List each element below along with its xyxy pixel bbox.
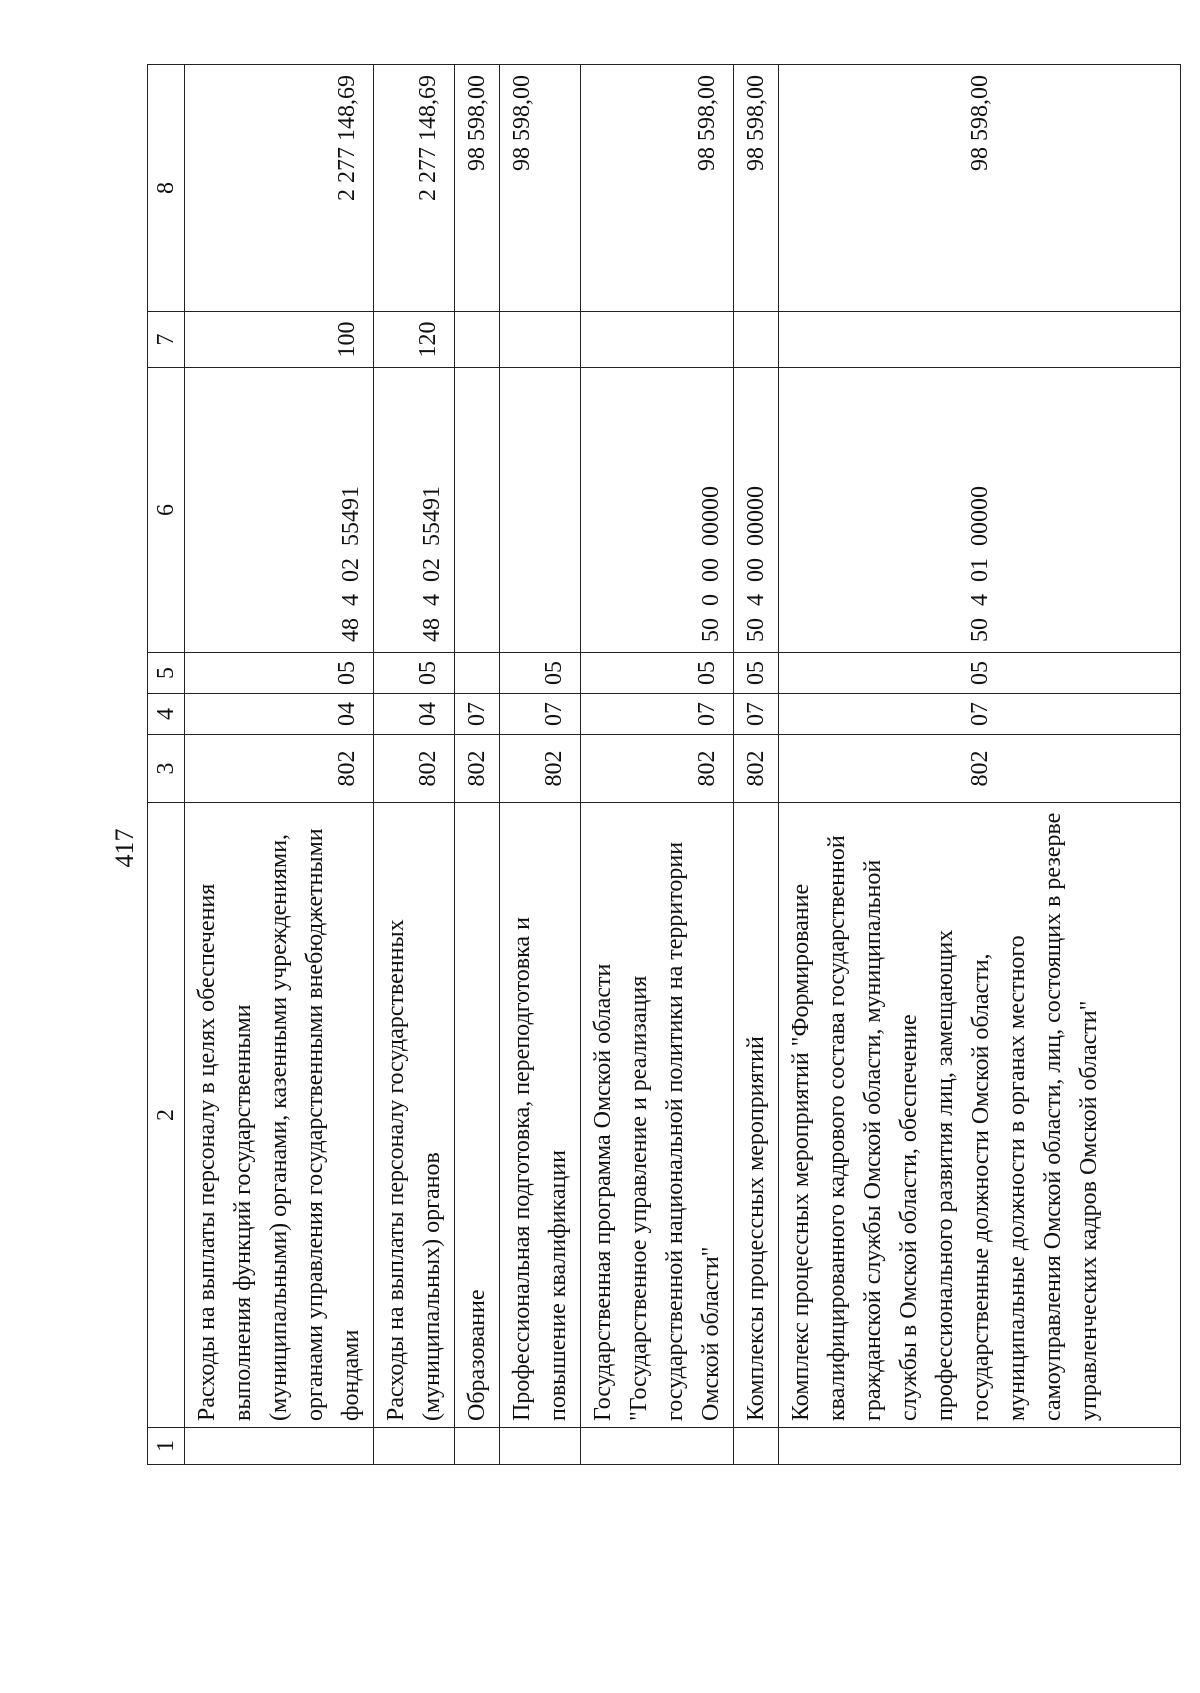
description-cell: Образование bbox=[455, 803, 500, 1428]
amount-cell: 98 598,00 bbox=[581, 65, 734, 312]
section-cell: 07 bbox=[500, 694, 581, 735]
row-number-cell bbox=[455, 1428, 500, 1465]
target-article-cell: 48 4 02 55491 bbox=[374, 368, 455, 653]
code-cell: 802 bbox=[374, 735, 455, 803]
section-cell: 04 bbox=[185, 694, 374, 735]
subsection-cell: 05 bbox=[779, 653, 1181, 694]
expense-type-cell: 100 bbox=[185, 312, 374, 368]
table-row bbox=[455, 65, 500, 1465]
target-article-cell: 50 4 00 00000 bbox=[734, 368, 779, 653]
row-number-cell bbox=[734, 1428, 779, 1465]
table-row bbox=[581, 65, 734, 1465]
table-row bbox=[779, 65, 1181, 1465]
subsection-cell: 05 bbox=[185, 653, 374, 694]
header-row bbox=[148, 65, 185, 1465]
expense-type-cell bbox=[500, 312, 581, 368]
section-cell: 07 bbox=[734, 694, 779, 735]
subsection-cell: 05 bbox=[581, 653, 734, 694]
subsection-cell: 05 bbox=[374, 653, 455, 694]
code-cell: 802 bbox=[779, 735, 1181, 803]
amount-cell: 98 598,00 bbox=[500, 65, 581, 312]
header-cell: 6 bbox=[148, 368, 185, 653]
header-cell: 1 bbox=[148, 1428, 185, 1465]
subsection-cell bbox=[455, 653, 500, 694]
amount-cell: 2 277 148,69 bbox=[185, 65, 374, 312]
row-number-cell bbox=[374, 1428, 455, 1465]
target-article-cell: 50 4 01 00000 bbox=[779, 368, 1181, 653]
header-cell: 7 bbox=[148, 312, 185, 368]
code-cell: 802 bbox=[500, 735, 581, 803]
budget-table bbox=[147, 64, 1181, 1465]
code-cell: 802 bbox=[455, 735, 500, 803]
row-number-cell bbox=[779, 1428, 1181, 1465]
table-row bbox=[734, 65, 779, 1465]
header-cell: 2 bbox=[148, 803, 185, 1428]
header-cell: 3 bbox=[148, 735, 185, 803]
table-row bbox=[374, 65, 455, 1465]
description-cell: Профессиональная подготовка, переподготовка и повышение квалификации bbox=[500, 803, 581, 1428]
code-cell: 802 bbox=[581, 735, 734, 803]
description-cell: Комплекс процессных мероприятий "Формирование квалифицированного кадрового состава государственной гражданской службы Омской области, муниципальной службы в Омской области, обеспечение профессионального развития лиц, замещающих государственные должности Омской области, муниципальные должности в органах местного самоуправления Омской области, лиц, состоящих в резерве управленческих кадров Омской области" bbox=[779, 803, 1181, 1428]
table-row bbox=[500, 65, 581, 1465]
description-cell: Расходы на выплаты персоналу в целях обеспечения выполнения функций государственными (муниципальными) органами, казенными учреждениями, органами управления государственными внебюджетными фондами bbox=[185, 803, 374, 1428]
subsection-cell: 05 bbox=[500, 653, 581, 694]
target-article-cell: 48 4 02 55491 bbox=[185, 368, 374, 653]
target-article-cell bbox=[455, 368, 500, 653]
expense-type-cell bbox=[734, 312, 779, 368]
description-cell: Государственная программа Омской области "Государственное управление и реализация государственной национальной политики на территории Омской области" bbox=[581, 803, 734, 1428]
row-number-cell bbox=[185, 1428, 374, 1465]
description-cell: Расходы на выплаты персоналу государственных (муниципальных) органов bbox=[374, 803, 455, 1428]
target-article-cell bbox=[500, 368, 581, 653]
expense-type-cell bbox=[779, 312, 1181, 368]
rotated-table-wrapper bbox=[147, 65, 1102, 1465]
amount-cell: 98 598,00 bbox=[779, 65, 1181, 312]
expense-type-cell bbox=[455, 312, 500, 368]
table-row bbox=[185, 65, 374, 1465]
row-number-cell bbox=[500, 1428, 581, 1465]
row-number-cell bbox=[581, 1428, 734, 1465]
expense-type-cell bbox=[581, 312, 734, 368]
header-cell: 8 bbox=[148, 65, 185, 312]
amount-cell: 98 598,00 bbox=[455, 65, 500, 312]
header-cell: 5 bbox=[148, 653, 185, 694]
description-cell: Комплексы процессных мероприятий bbox=[734, 803, 779, 1428]
section-cell: 04 bbox=[374, 694, 455, 735]
expense-type-cell: 120 bbox=[374, 312, 455, 368]
target-article-cell: 50 0 00 00000 bbox=[581, 368, 734, 653]
amount-cell: 2 277 148,69 bbox=[374, 65, 455, 312]
section-cell: 07 bbox=[581, 694, 734, 735]
subsection-cell: 05 bbox=[734, 653, 779, 694]
header-cell: 4 bbox=[148, 694, 185, 735]
budget-table-page bbox=[147, 65, 1102, 1465]
section-cell: 07 bbox=[455, 694, 500, 735]
section-cell: 07 bbox=[779, 694, 1181, 735]
code-cell: 802 bbox=[185, 735, 374, 803]
code-cell: 802 bbox=[734, 735, 779, 803]
page-number: 417 bbox=[110, 828, 139, 868]
amount-cell: 98 598,00 bbox=[734, 65, 779, 312]
